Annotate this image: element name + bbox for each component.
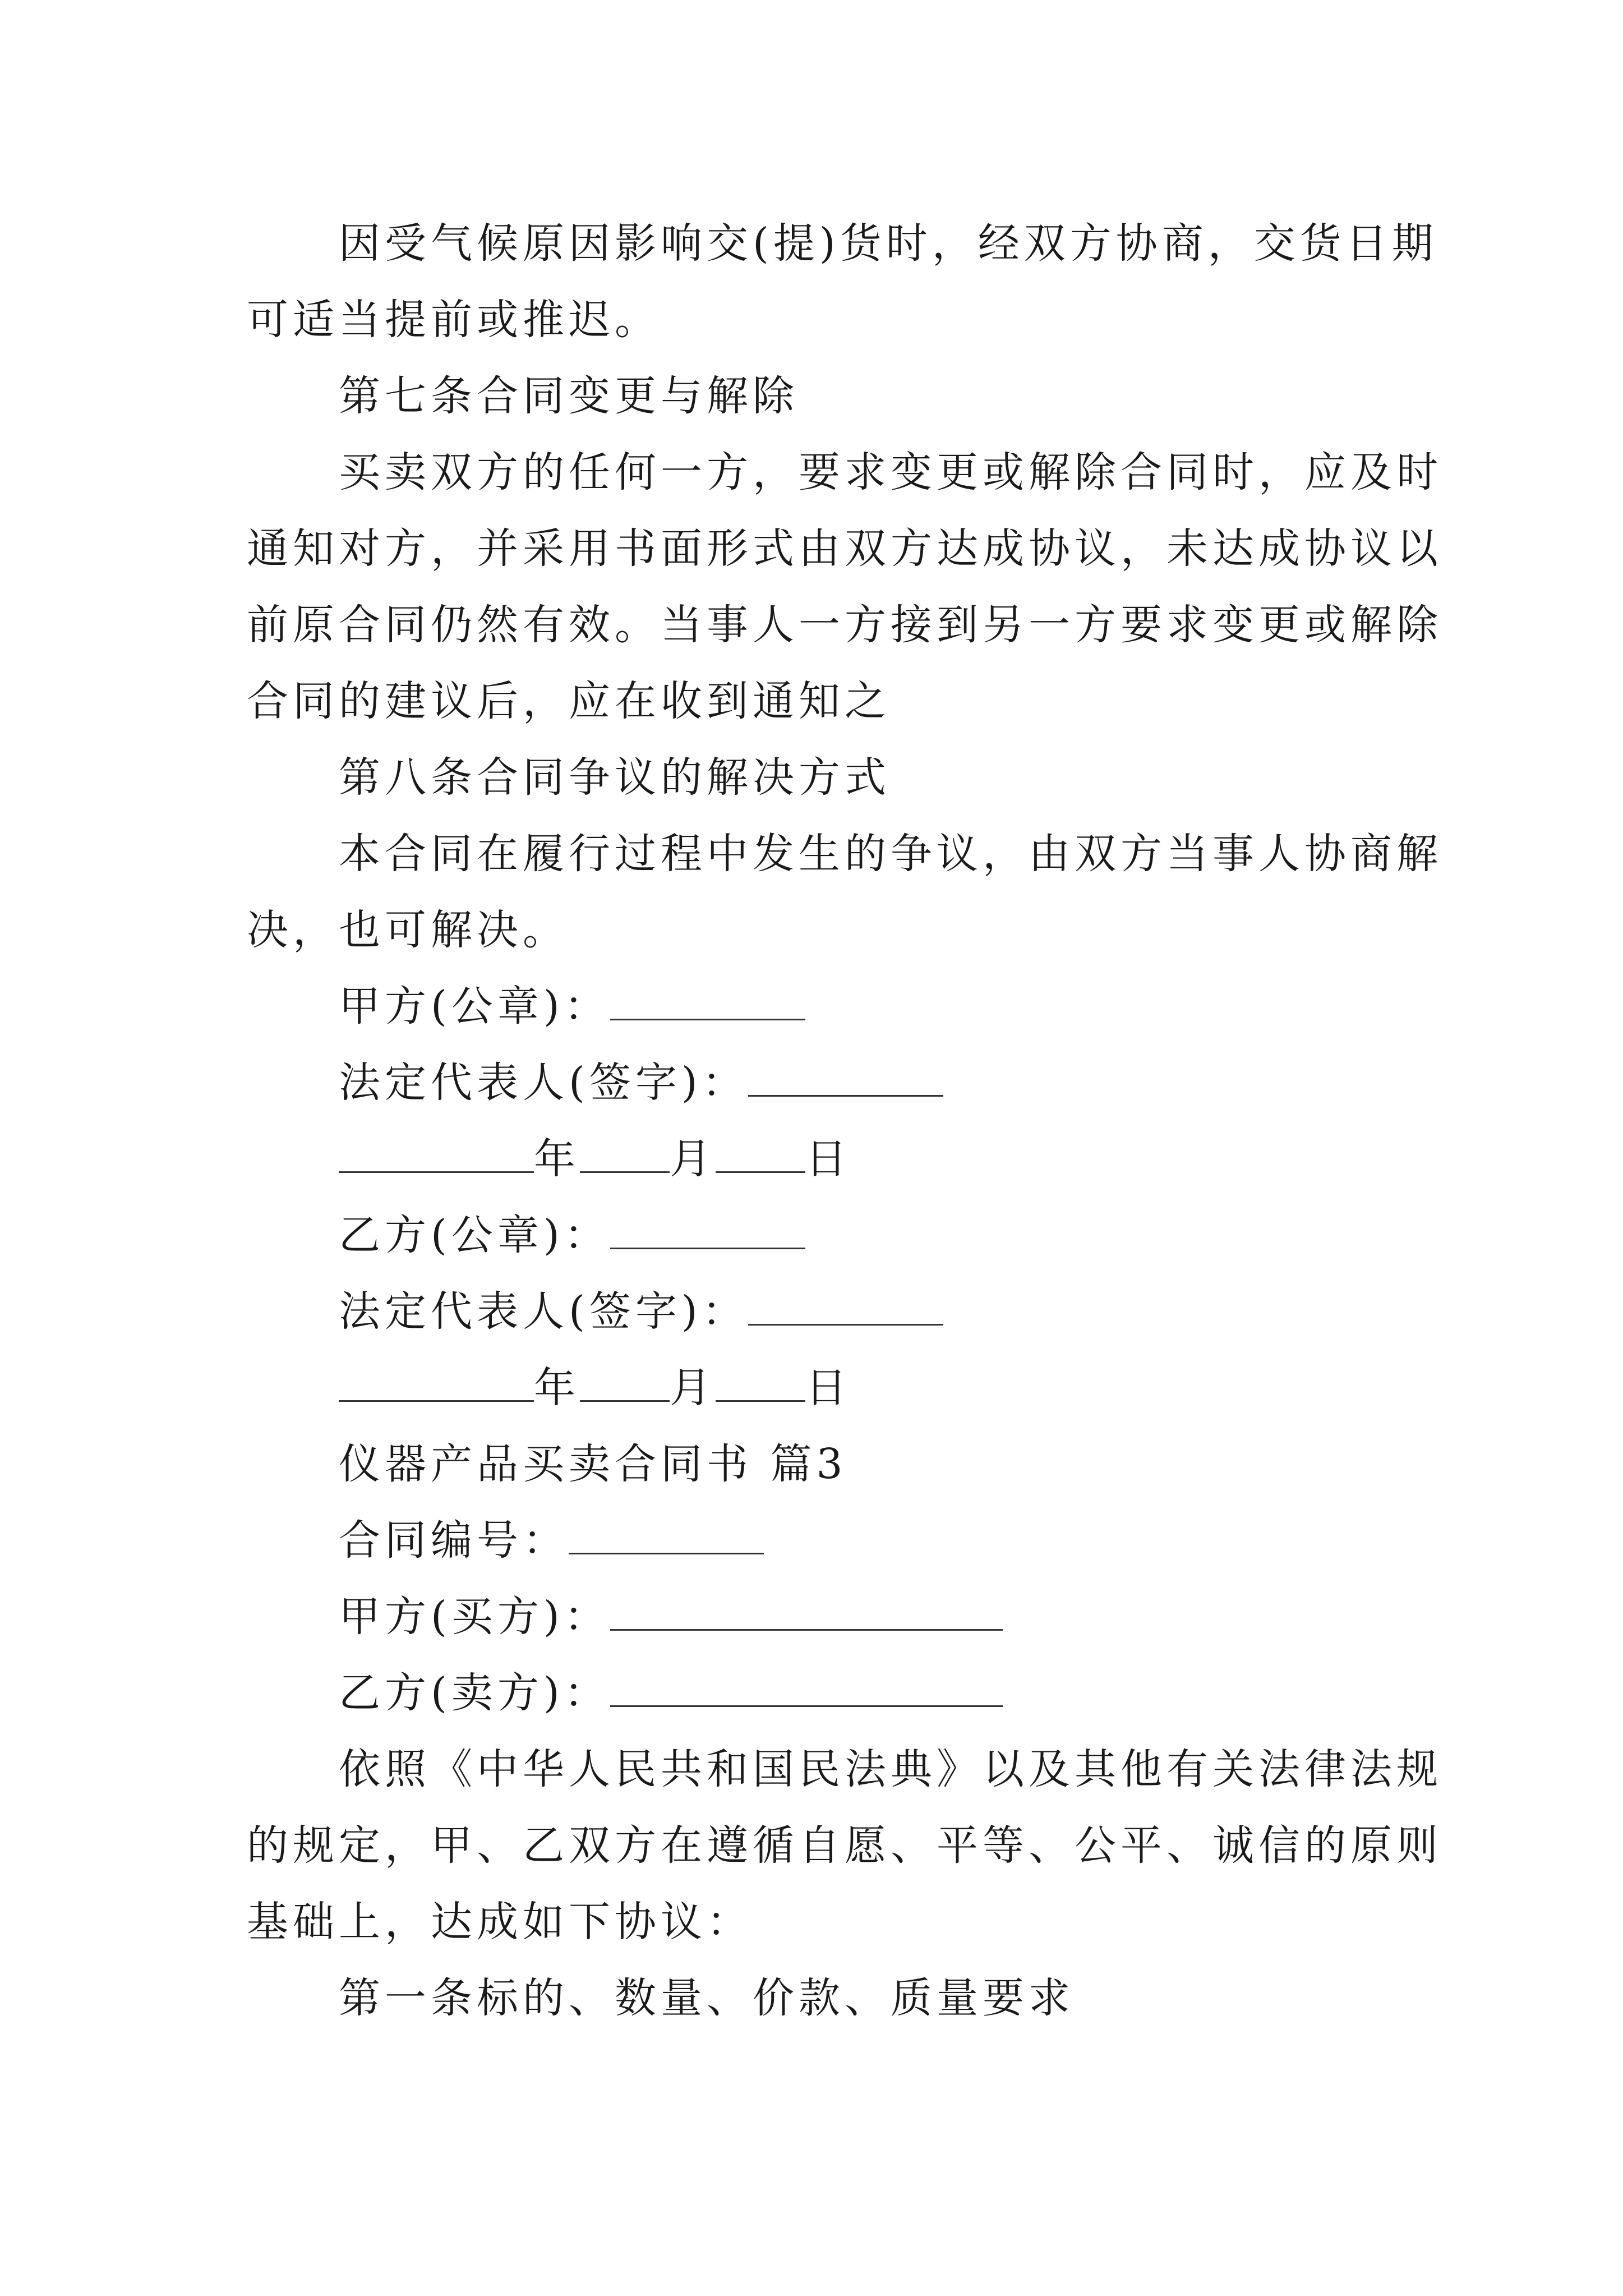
contract-number-row <box>339 1512 1483 1568</box>
paragraph-line: 基础上，达成如下协议： <box>247 1898 753 1946</box>
date-row-b <box>339 1360 1483 1416</box>
party-a-seal-row <box>339 978 1483 1034</box>
paragraph-line: 决，也可解决。 <box>247 906 569 954</box>
month-blank <box>580 1135 670 1173</box>
signature-blank <box>610 983 805 1020</box>
article-heading: 第八条合同争议的解决方式 <box>339 753 891 802</box>
paragraph-line: 的规定，甲、乙双方在遵循自愿、平等、公平、诚信的原则 <box>247 1821 1442 1870</box>
party-b-seller-row <box>339 1665 1483 1721</box>
party-b-rep-row <box>339 1283 1483 1340</box>
contract-number-label: 合同编号： <box>339 1516 569 1565</box>
paragraph-line: 可适当提前或推迟。 <box>247 296 661 344</box>
signature-blank <box>610 1212 805 1249</box>
party-b-seller-label: 乙方(卖方)： <box>339 1669 610 1717</box>
paragraph-line: 前原合同仍然有效。当事人一方接到另一方要求变更或解除 <box>247 601 1442 649</box>
date-row-a <box>339 1131 1483 1187</box>
day-label: 日 <box>805 1364 851 1412</box>
year-label: 年 <box>534 1364 580 1412</box>
month-label: 月 <box>670 1364 716 1412</box>
party-b-rep-label: 法定代表人(签字)： <box>339 1287 748 1336</box>
party-a-rep-label: 法定代表人(签字)： <box>339 1059 748 1107</box>
party-a-buyer-row <box>339 1589 1483 1645</box>
paragraph-line: 依照《中华人民共和国民法典》以及其他有关法律法规 <box>339 1745 1442 1793</box>
party-a-buyer-blank <box>610 1593 1003 1631</box>
party-a-seal-label: 甲方(公章)： <box>339 982 610 1030</box>
month-label: 月 <box>670 1135 716 1183</box>
paragraph-line: 合同的建议后，应在收到通知之 <box>247 677 891 725</box>
section-title: 仪器产品买卖合同书 篇3 <box>339 1440 847 1488</box>
party-a-rep-row <box>339 1055 1483 1111</box>
year-blank <box>339 1135 534 1173</box>
year-blank <box>339 1364 534 1402</box>
paragraph-line: 因受气候原因影响交(提)货时，经双方协商，交货日期 <box>339 219 1438 268</box>
signature-blank <box>748 1059 943 1097</box>
signature-blank <box>748 1288 943 1326</box>
paragraph-line: 买卖双方的任何一方，要求变更或解除合同时，应及时 <box>339 448 1442 496</box>
year-label: 年 <box>534 1135 580 1183</box>
day-blank <box>716 1135 805 1173</box>
article-heading: 第一条标的、数量、价款、质量要求 <box>339 1974 1075 2022</box>
article-heading: 第七条合同变更与解除 <box>339 372 799 420</box>
party-b-seller-blank <box>610 1669 1003 1707</box>
day-label: 日 <box>805 1135 851 1183</box>
party-a-buyer-label: 甲方(买方)： <box>339 1593 610 1641</box>
paragraph-line: 通知对方，并采用书面形式由双方达成协议，未达成协议以 <box>247 524 1442 573</box>
contract-number-blank <box>569 1517 764 1554</box>
party-b-seal-row <box>339 1207 1483 1263</box>
day-blank <box>716 1364 805 1402</box>
paragraph-line: 本合同在履行过程中发生的争议，由双方当事人协商解 <box>339 830 1442 878</box>
month-blank <box>580 1364 670 1402</box>
party-b-seal-label: 乙方(公章)： <box>339 1211 610 1259</box>
